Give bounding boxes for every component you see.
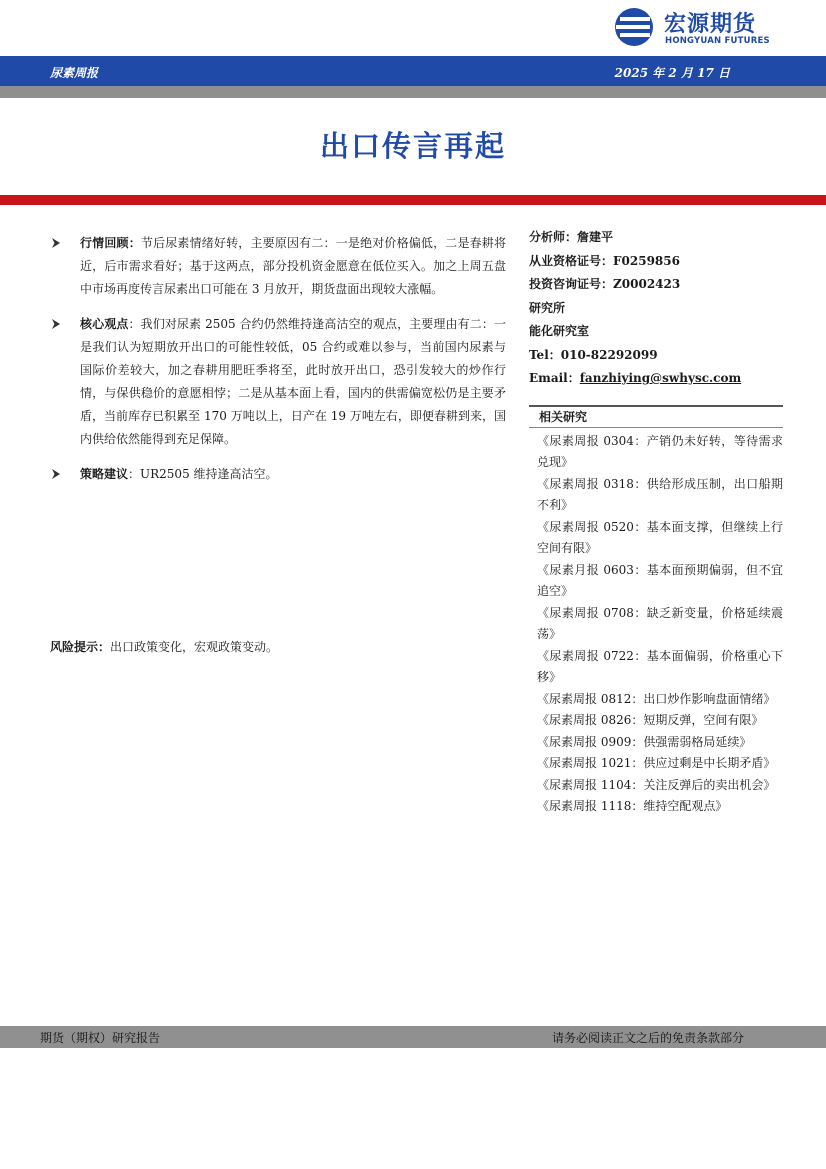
analyst-row	[529, 226, 783, 250]
related-item[interactable]: 《尿素周报 1118：维持空配观点》	[537, 799, 728, 813]
invest-row	[529, 273, 783, 297]
related-item[interactable]: 《尿素周报 0318：供给形成压制，出口船期不利》	[537, 476, 783, 512]
department-name: 能化研究室	[529, 324, 590, 338]
section-label: 策略建议	[80, 467, 129, 481]
analyst-label: 分析师：	[529, 230, 578, 244]
title-divider	[0, 195, 826, 205]
risk-warning	[50, 636, 506, 658]
section-strategy	[50, 463, 506, 486]
company-logo	[612, 4, 812, 50]
department	[529, 320, 783, 344]
email-label: Email：	[529, 371, 580, 385]
related-item[interactable]: 《尿素月报 0603：基本面预期偏弱，但不宜追空》	[537, 562, 783, 598]
cert-number: F0259856	[613, 253, 680, 268]
tel-number: 010-82292099	[560, 347, 658, 362]
related-item[interactable]: 《尿素周报 0304：产销仍未好转，等待需求兑现》	[537, 433, 783, 469]
footer-bar	[0, 1026, 826, 1048]
cert-row	[529, 250, 783, 274]
logo-text-cn: 宏源期货	[664, 12, 757, 37]
invest-number: Z0002423	[613, 277, 681, 291]
arrow-bullet-icon	[50, 468, 62, 480]
related-item[interactable]: 《尿素周报 1021：供应过剩是中长期矛盾》	[537, 756, 776, 770]
header-bar	[0, 56, 826, 86]
tel-label: Tel：	[529, 347, 561, 362]
related-item[interactable]: 《尿素周报 0708：缺乏新变量，价格延续震荡》	[537, 605, 783, 641]
risk-label: 风险提示：	[50, 640, 111, 654]
tel-row	[529, 344, 783, 368]
section-text: ：我们对尿素 2505 合约仍然维持逢高沽空的观点，主要理由有二：一是我们认为短期放开出口的可能性较低，05 合约或难以参与，当前国内尿素与国际价差较大，加之春耕用肥旺季将至，此时放开出口，恐引发较大的炒作行情，与保供稳价的意愿相悖；二是从基本面上看，国内的供需偏宽松仍是主要矛盾，当前库存已积累至 170 万吨以上，日产在 19 万吨左右，即便春耕到来，国内供给依然能得到充足保障。	[80, 317, 506, 446]
related-item[interactable]: 《尿素周报 0826：短期反弹，空间有限》	[537, 713, 764, 727]
page-title: 出口传言再起	[319, 129, 506, 163]
related-item[interactable]: 《尿素周报 1104：关注反弹后的卖出机会》	[537, 777, 776, 792]
related-research-heading: 相关研究	[529, 405, 783, 428]
related-item[interactable]: 《尿素周报 0520：基本面支撑，但继续上行空间有限》	[537, 519, 783, 555]
report-date: 2025 年 2 月 17 日	[614, 66, 730, 80]
report-type: 尿素周报	[50, 66, 99, 80]
footer-disclaimer: 请务必阅读正文之后的免责条款部分	[551, 1031, 744, 1045]
email-row	[529, 367, 783, 391]
cert-label: 从业资格证号：	[529, 253, 614, 268]
sidebar	[529, 226, 783, 818]
analyst-name: 詹建平	[577, 230, 614, 244]
section-market-review	[50, 232, 506, 301]
email-link[interactable]: fanzhiying@swhysc.com	[579, 371, 742, 385]
invest-label: 投资咨询证号：	[529, 277, 614, 291]
footer-report-type: 期货（期权）研究报告	[40, 1031, 161, 1045]
related-item[interactable]: 《尿素周报 0812：出口炒作影响盘面情绪》	[537, 691, 776, 706]
institute	[529, 297, 783, 321]
section-label: 核心观点	[80, 317, 129, 331]
institute-name: 研究所	[529, 300, 566, 315]
related-research-list	[529, 431, 783, 818]
section-label: 行情回顾：	[80, 236, 141, 250]
related-item[interactable]: 《尿素周报 0909：供强需弱格局延续》	[537, 734, 752, 749]
main-content	[50, 232, 506, 498]
section-text: ：UR2505 维持逢高沽空。	[128, 467, 278, 481]
section-core-view	[50, 313, 506, 451]
arrow-bullet-icon	[50, 318, 62, 330]
logo-mark-icon	[612, 6, 658, 48]
arrow-bullet-icon	[50, 237, 62, 249]
logo-text-en: HONGYUAN FUTURES	[665, 36, 770, 46]
header-divider	[0, 86, 826, 98]
related-item[interactable]: 《尿素周报 0722：基本面偏弱，价格重心下移》	[537, 648, 783, 684]
section-text: 节后尿素情绪好转，主要原因有二：一是绝对价格偏低，二是春耕将近，后市需求看好；基于这两点，部分投机资金愿意在低位买入。加之上周五盘中市场再度传言尿素出口可能在 3 月放开，期货盘面出现较大涨幅。	[80, 236, 506, 296]
risk-text: 出口政策变化，宏观政策变动。	[110, 640, 279, 654]
